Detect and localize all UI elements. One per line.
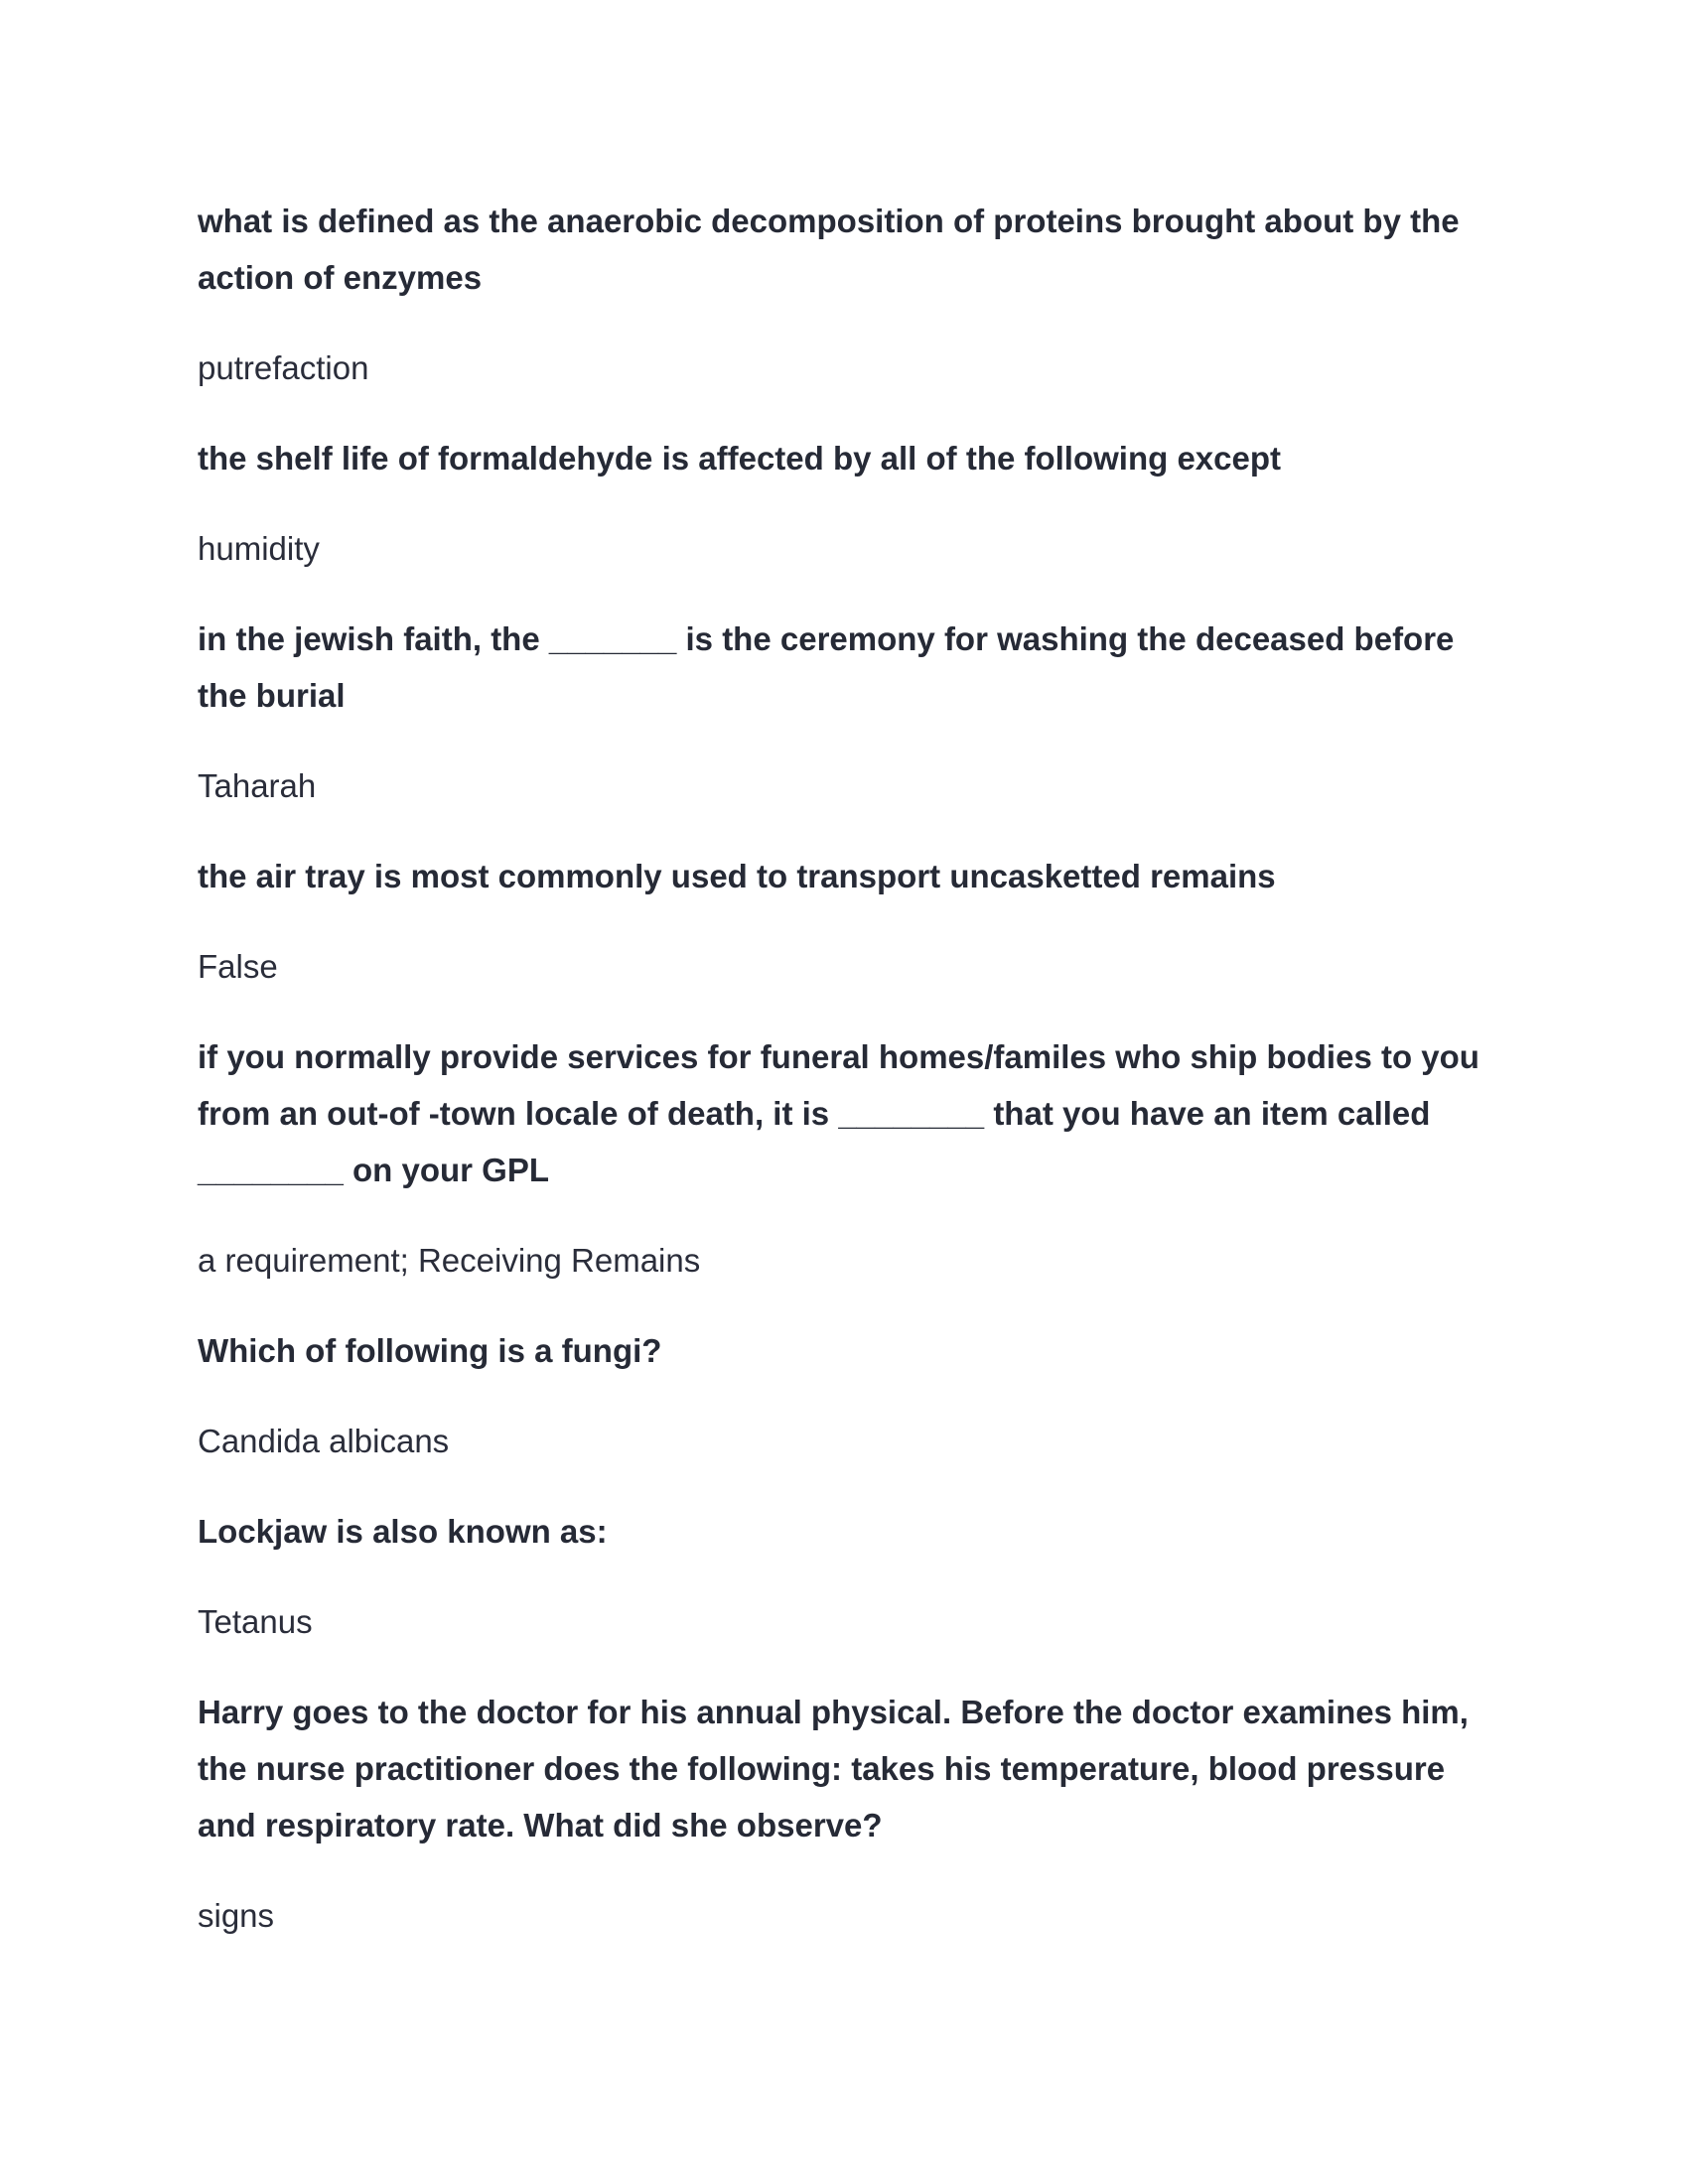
question-text: Which of following is a fungi? <box>198 1332 662 1369</box>
qa-item-7 <box>198 1503 1508 1650</box>
question-text: Lockjaw is also known as: <box>198 1513 608 1550</box>
question-text: in the jewish faith, the _______ is the ceremony for washing the deceased before the burial <box>198 620 1455 714</box>
qa-item-8 <box>198 1684 1508 1944</box>
answer-text: False <box>198 948 278 985</box>
answer-text: Tetanus <box>198 1603 313 1640</box>
answer-text: humidity <box>198 530 320 567</box>
answer-text: Taharah <box>198 767 317 804</box>
question-text: the shelf life of formaldehyde is affected by all of the following except <box>198 440 1282 477</box>
qa-item-5 <box>198 1028 1508 1289</box>
qa-item-1 <box>198 193 1508 396</box>
qa-item-6 <box>198 1322 1508 1469</box>
question-text: what is defined as the anaerobic decomposition of proteins brought about by the action of enzymes <box>198 203 1460 296</box>
answer-text: Candida albicans <box>198 1423 450 1459</box>
question-text: Harry goes to the doctor for his annual physical. Before the doctor examines him, the nurse practitioner does the following: takes his temperature, blood pressure and respiratory rate. What did she observe? <box>198 1694 1469 1843</box>
answer-text: signs <box>198 1897 275 1934</box>
question-text: if you normally provide services for funeral homes/familes who ship bodies to you from an out-of -town locale of death, it is ________ that you have an item called ________ on your GPL <box>198 1038 1479 1188</box>
qa-item-3 <box>198 611 1508 814</box>
document-page <box>198 193 1508 1978</box>
question-text: the air tray is most commonly used to transport uncasketted remains <box>198 858 1276 894</box>
qa-item-2 <box>198 430 1508 577</box>
qa-item-4 <box>198 848 1508 995</box>
answer-text: putrefaction <box>198 349 369 386</box>
answer-text: a requirement; Receiving Remains <box>198 1242 701 1279</box>
